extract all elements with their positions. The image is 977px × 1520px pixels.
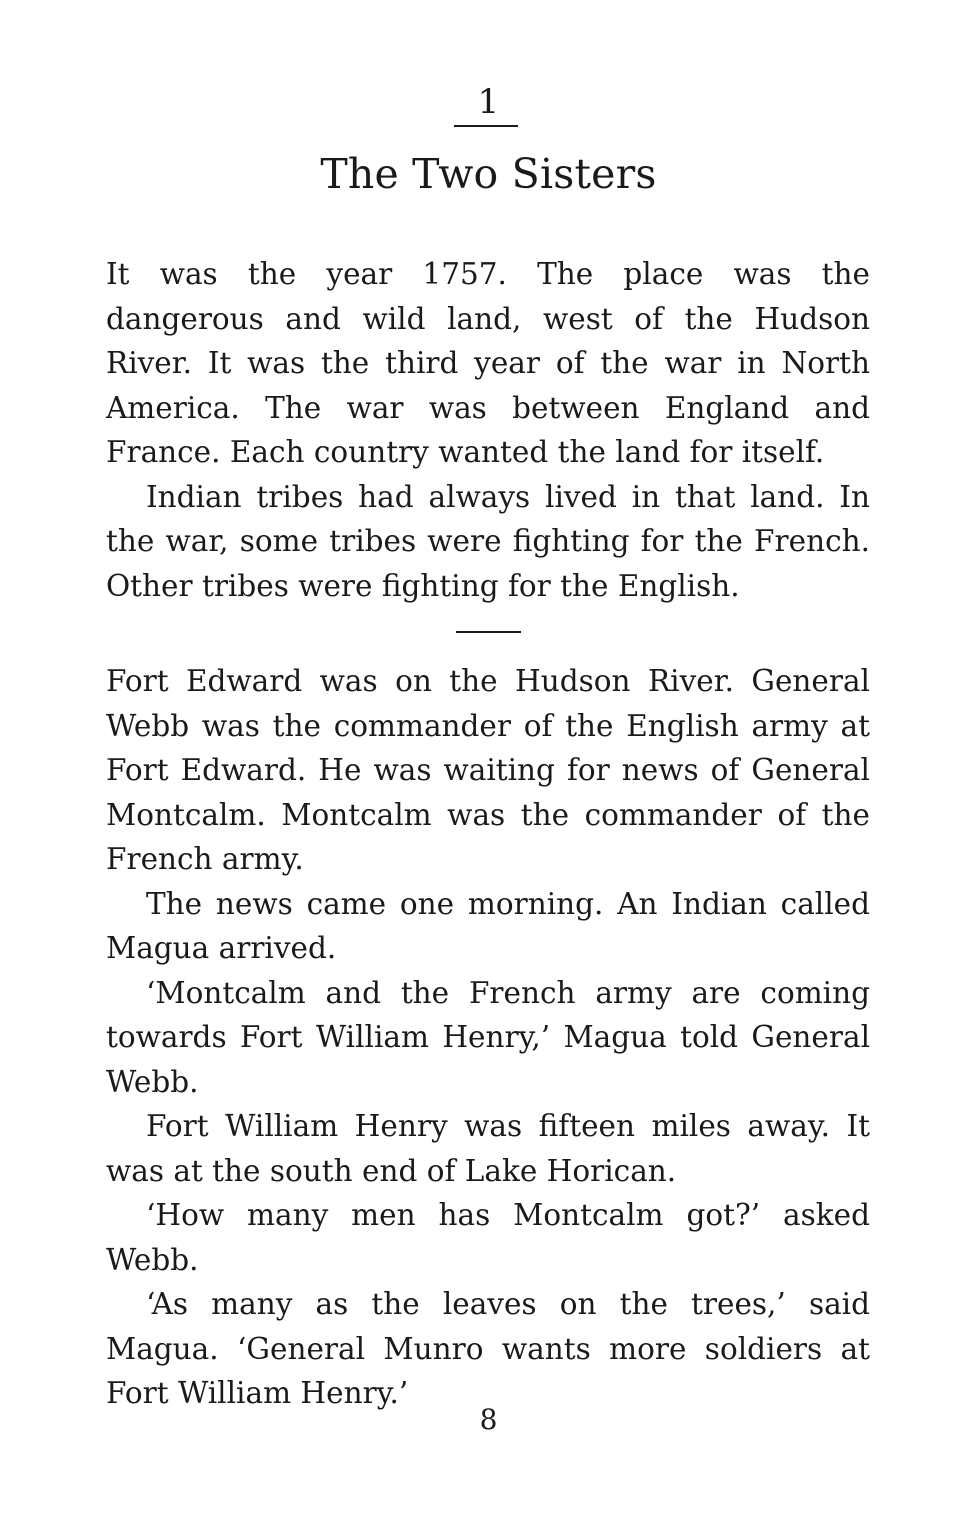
section-divider <box>456 631 521 633</box>
paragraph: ‘How many men has Montcalm got?’ asked Webb. <box>106 1198 870 1277</box>
paragraph: Fort Edward was on the Hudson River. General Webb was the commander of the English army at Fort Edward. He was waiting for news of General Montcalm. Montcalm was the commander of the French army. <box>106 664 870 876</box>
paragraph: ‘As many as the leaves on the trees,’ said Magua. ‘General Munro wants more soldiers at Fort William Henry.’ <box>106 1287 870 1410</box>
paragraph: The news came one morning. An Indian called Magua arrived. <box>106 886 870 965</box>
chapter-number: 1 <box>477 82 500 122</box>
section-one <box>106 252 870 608</box>
paragraph: Fort William Henry was fifteen miles away. It was at the south end of Lake Horican. <box>106 1109 870 1188</box>
paragraph: It was the year 1757. The place was the dangerous and wild land, west of the Hudson River. It was the third year of the war in North America. The war was between England and France. Each country wanted the land for itself. <box>106 257 870 469</box>
paragraph: ‘Montcalm and the French army are coming towards Fort William Henry,’ Magua told General Webb. <box>106 975 870 1099</box>
chapter-divider <box>454 125 518 127</box>
paragraph: Indian tribes had always lived in that land. In the war, some tribes were fighting for the French. Other tribes were fighting for the English. <box>106 479 870 603</box>
page-number: 8 <box>479 1403 498 1436</box>
section-two <box>106 659 870 1416</box>
chapter-title: The Two Sisters <box>320 150 657 198</box>
